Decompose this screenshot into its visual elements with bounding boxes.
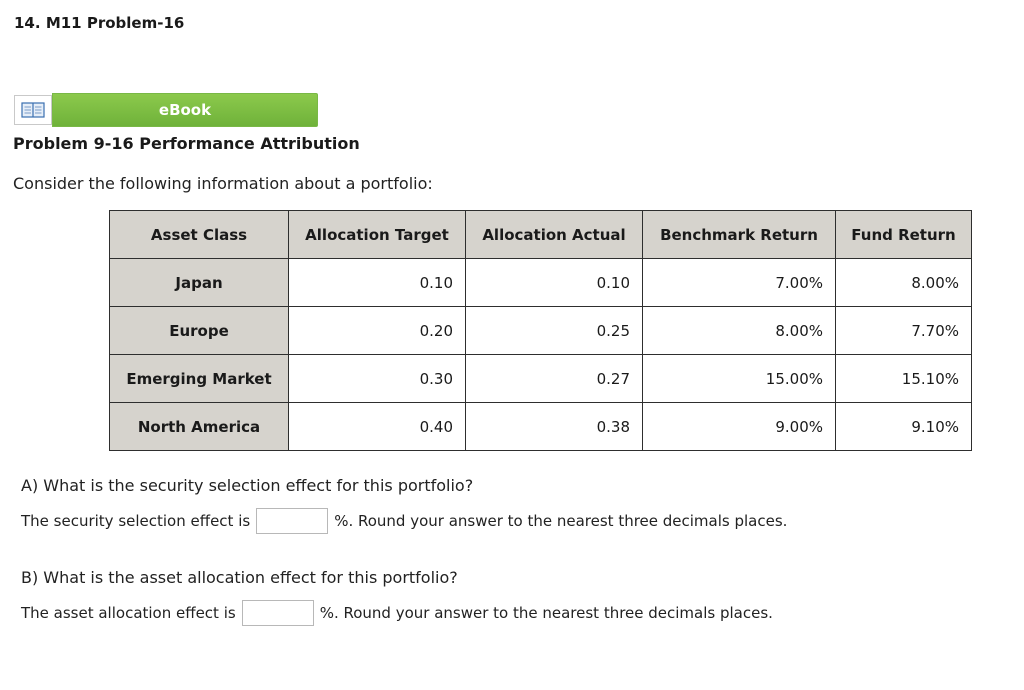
allocation-target-cell: 0.30 [289, 355, 466, 403]
fund-return-cell: 8.00% [836, 259, 972, 307]
asset-class-cell: Japan [110, 259, 289, 307]
asset-allocation-input[interactable] [242, 600, 314, 626]
table-header-row [110, 211, 972, 259]
ebook-button[interactable] [14, 93, 318, 127]
header-benchmark-return: Benchmark Return [643, 211, 836, 259]
benchmark-return-cell: 15.00% [643, 355, 836, 403]
question-title: M11 Problem-16 [45, 14, 185, 32]
allocation-target-cell: 0.10 [289, 259, 466, 307]
security-selection-input[interactable] [256, 508, 328, 534]
intro-text: Consider the following information about a portfolio: [13, 174, 433, 193]
portfolio-table [109, 210, 972, 451]
question-header [14, 14, 184, 32]
header-allocation-target: Allocation Target [289, 211, 466, 259]
allocation-target-cell: 0.20 [289, 307, 466, 355]
benchmark-return-cell: 8.00% [643, 307, 836, 355]
header-fund-return: Fund Return [836, 211, 972, 259]
header-asset-class: Asset Class [110, 211, 289, 259]
allocation-actual-cell: 0.25 [466, 307, 643, 355]
benchmark-return-cell: 9.00% [643, 403, 836, 451]
allocation-actual-cell: 0.38 [466, 403, 643, 451]
asset-class-cell: Emerging Market [110, 355, 289, 403]
benchmark-return-cell: 7.00% [643, 259, 836, 307]
part-a-answer-line [21, 508, 787, 534]
asset-class-cell: North America [110, 403, 289, 451]
table-row [110, 259, 972, 307]
header-allocation-actual: Allocation Actual [466, 211, 643, 259]
ebook-label[interactable]: eBook [52, 93, 318, 127]
part-a-suffix: %. Round your answer to the nearest three decimals places. [334, 512, 788, 530]
part-a-question: A) What is the security selection effect for this portfolio? [21, 476, 474, 495]
allocation-actual-cell: 0.27 [466, 355, 643, 403]
part-a-prefix: The security selection effect is [21, 512, 251, 530]
allocation-target-cell: 0.40 [289, 403, 466, 451]
book-icon [14, 95, 52, 125]
question-number: 14. [14, 14, 41, 32]
allocation-actual-cell: 0.10 [466, 259, 643, 307]
asset-class-cell: Europe [110, 307, 289, 355]
part-b-prefix: The asset allocation effect is [21, 604, 236, 622]
table-row [110, 307, 972, 355]
table-row [110, 355, 972, 403]
part-b-suffix: %. Round your answer to the nearest three decimals places. [319, 604, 773, 622]
table-row [110, 403, 972, 451]
fund-return-cell: 9.10% [836, 403, 972, 451]
problem-title: Problem 9-16 Performance Attribution [13, 134, 360, 153]
fund-return-cell: 15.10% [836, 355, 972, 403]
part-b-question: B) What is the asset allocation effect for this portfolio? [21, 568, 458, 587]
part-b-answer-line [21, 600, 773, 626]
fund-return-cell: 7.70% [836, 307, 972, 355]
